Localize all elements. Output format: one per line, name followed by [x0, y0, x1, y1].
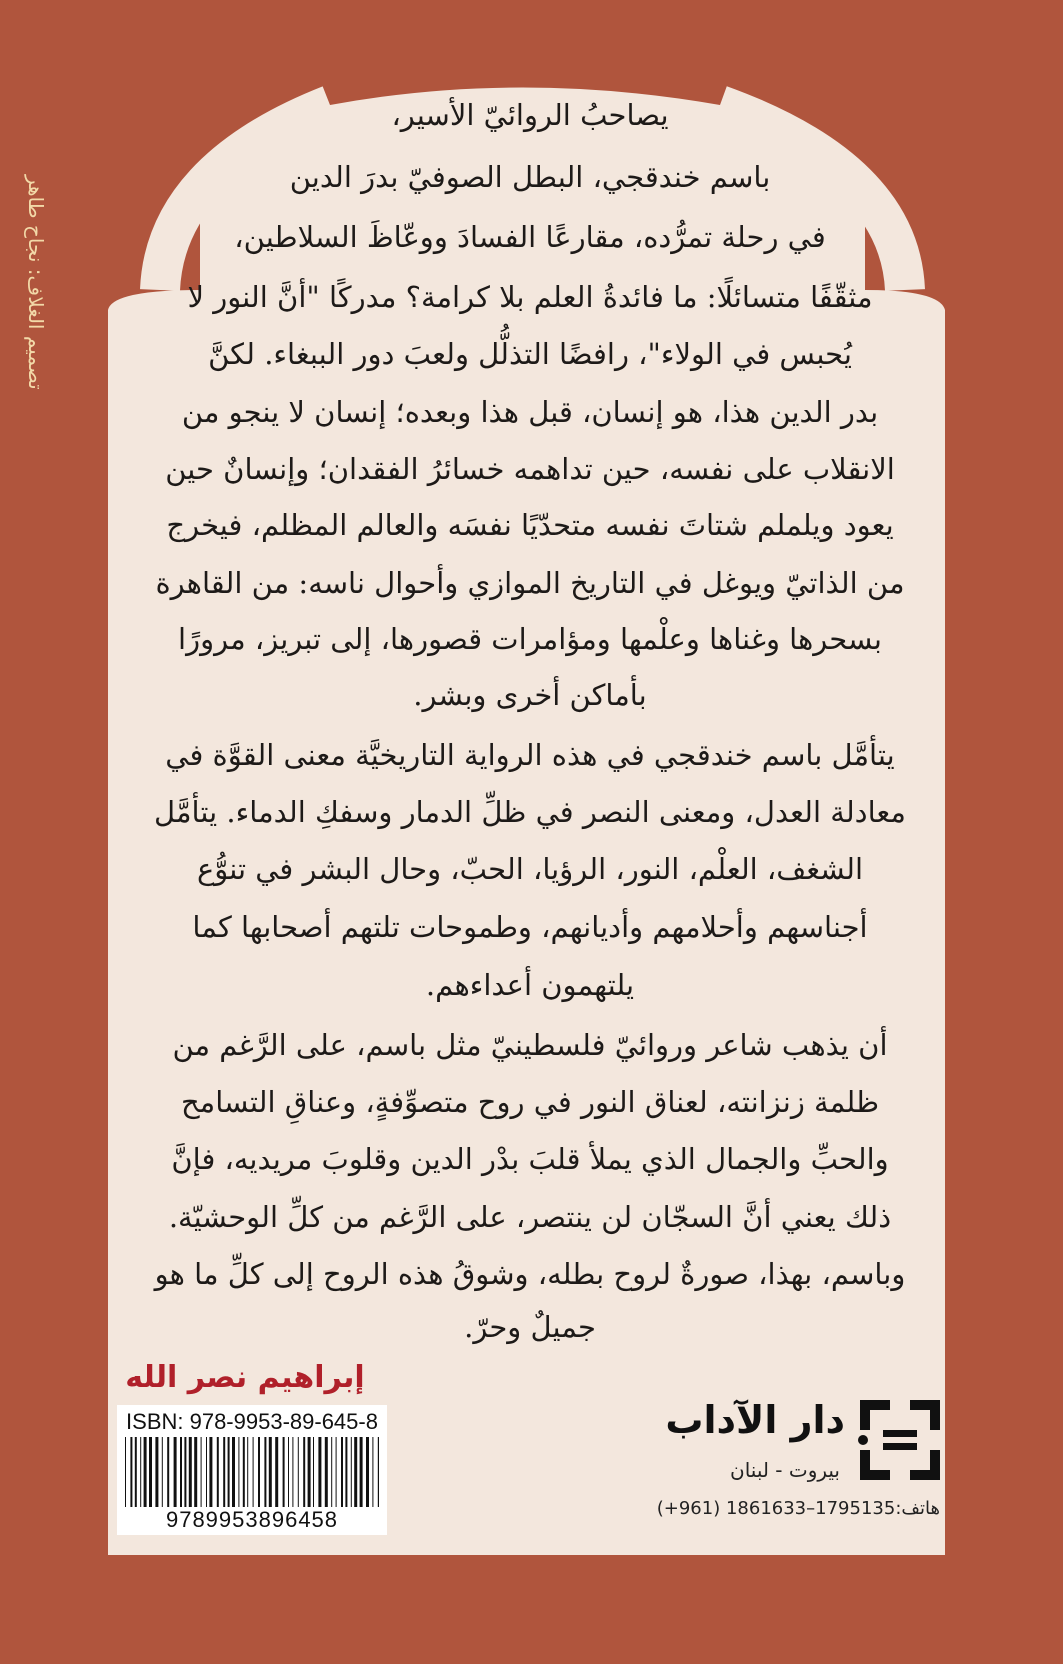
cover-design-credit: تصميم الغلاف: نجاح طاهر [24, 175, 48, 390]
barcode-bars [125, 1437, 379, 1507]
barcode-bar [336, 1437, 337, 1507]
blurb-line: يتأمَّل باسم خندقجي في هذه الرواية التاريخيَّة معنى القوَّة في [165, 738, 895, 772]
barcode-bar [167, 1437, 169, 1507]
barcode-bar [366, 1437, 369, 1507]
blurb-line: أن يذهب شاعر وروائيّ فلسطينيّ مثل باسم، على الرَّغم من [172, 1028, 888, 1062]
barcode-bar [155, 1437, 158, 1507]
barcode-bar [345, 1437, 347, 1507]
barcode-bar [217, 1437, 219, 1507]
isbn-label: ISBN: 978-9953-89-645-8 [126, 1409, 378, 1434]
blurb-line: من الذاتيّ ويوغل في التاريخ الموازي وأحوال ناسه: من القاهرة [155, 566, 905, 600]
barcode-bar [228, 1437, 230, 1507]
barcode-bar [298, 1437, 299, 1507]
blurb-line: الشغف، العلْم، النور، الرؤيا، الحبّ، وحال البشر في تنوُّع [196, 852, 864, 886]
blurb-line: في رحلة تمرُّده، مقارعًا الفسادَ ووعّاظَ السلاطين، [234, 220, 826, 254]
barcode-bar [292, 1437, 293, 1507]
barcode-bar [288, 1437, 289, 1507]
endorsement-author: إبراهيم نصر الله [125, 1360, 365, 1395]
barcode-bar [247, 1437, 248, 1507]
barcode-bar [303, 1437, 305, 1507]
barcode-bar [351, 1437, 352, 1507]
publisher-name: دار الآداب [665, 1398, 845, 1442]
blurb-line: أجناسهم وأحلامهم وأديانهم، وطموحات تلتهم أصحابها كما [192, 910, 868, 944]
barcode-bar [243, 1437, 245, 1507]
publisher-phone: هاتف:1795135–1861633 (961+) [656, 1498, 940, 1519]
barcode-bar [130, 1437, 132, 1507]
publisher-city: بيروت - لبنان [730, 1458, 840, 1482]
blurb-line: يلتهمون أعداءهم. [425, 968, 635, 1002]
barcode-bar [232, 1437, 235, 1507]
publisher-block [620, 1390, 950, 1530]
barcode-bar [149, 1437, 152, 1507]
isbn-barcode [117, 1405, 387, 1535]
barcode-bar [318, 1437, 321, 1507]
barcode-bar [264, 1437, 266, 1507]
blurb-line: مثقّفًا متسائلًا: ما فائدةُ العلم بلا كرامة؟ مدركًا "أنَّ النور لا [187, 280, 873, 314]
barcode-bar [162, 1437, 163, 1507]
barcode-bar [308, 1437, 311, 1507]
barcode-bar [223, 1437, 225, 1507]
barcode-bar [354, 1437, 357, 1507]
barcode-bar [360, 1437, 363, 1507]
blurb-line: ظلمة زنزانته، لعناق النور في روح متصوِّفةٍ، وعناقِ التسامح [180, 1085, 880, 1119]
barcode-bar [180, 1437, 182, 1507]
barcode-bar [372, 1437, 373, 1507]
barcode-bar [189, 1437, 192, 1507]
blurb-line: يعود ويلملم شتاتَ نفسه متحدّيًا نفسَه والعالم المظلم، فيخرج [166, 508, 894, 542]
barcode-bar [331, 1437, 332, 1507]
blurb-line: بأماكن أخرى وبشر. [413, 678, 647, 712]
barcode-bar [206, 1437, 207, 1507]
barcode-bar [238, 1437, 239, 1507]
blurb-line: يُحبس في الولاء"، رافضًا التذلُّل ولعبَ دور الببغاء. لكنَّ [208, 337, 852, 371]
barcode-bar [144, 1437, 147, 1507]
blurb-line: معادلة العدل، ومعنى النصر في ظلِّ الدمار وسفكِ الدماء. يتأمَّل [154, 795, 906, 829]
barcode-bar [269, 1437, 272, 1507]
barcode-bar [275, 1437, 278, 1507]
blurb-line: جميلٌ وحرّ. [464, 1310, 596, 1344]
blurb-line: يصاحبُ الروائيّ الأسير، [391, 98, 669, 132]
blurb-line: وباسم، بهذا، صورةٌ لروح بطله، وشوقُ هذه الروح إلى كلِّ ما هو [154, 1257, 906, 1291]
blurb-line: باسم خندقجي، البطل الصوفيّ بدرَ الدين [289, 160, 771, 194]
barcode-bar [140, 1437, 141, 1507]
blurb-line: والحبِّ والجمال الذي يملأ قلبَ بدْر الدين وقلوبَ مريديه، فإنَّ [171, 1142, 889, 1176]
barcode-bar [184, 1437, 186, 1507]
barcode-bar [283, 1437, 285, 1507]
barcode-bar [209, 1437, 212, 1507]
barcode-bar [313, 1437, 314, 1507]
barcode-bar [253, 1437, 254, 1507]
barcode-bar [325, 1437, 328, 1507]
barcode-bar [341, 1437, 343, 1507]
barcode-bar [135, 1437, 137, 1507]
blurb-line: بدر الدين هذا، هو إنسان، قبل هذا وبعده؛ إنسان لا ينجو من [181, 395, 879, 429]
barcode-bar [258, 1437, 260, 1507]
barcode-bar [194, 1437, 197, 1507]
barcode-bar [125, 1437, 126, 1507]
barcode-bar [378, 1437, 379, 1507]
blurb-line: بسحرها وغناها وعلْمها ومؤامرات قصورها، إلى تبريز، مرورًا [178, 622, 882, 656]
barcode-bar [174, 1437, 177, 1507]
barcode-bar [201, 1437, 202, 1507]
publisher-logo-icon [855, 1395, 945, 1485]
blurb-line: ذلك يعني أنَّ السجّان لن ينتصر، على الرَّغم من كلِّ الوحشيّة. [168, 1200, 892, 1234]
blurb-line: الانقلاب على نفسه، حين تداهمه خسائرُ الفقدان؛ وإنسانٌ حين [165, 452, 895, 486]
barcode-number: 9789953896458 [165, 1507, 339, 1532]
